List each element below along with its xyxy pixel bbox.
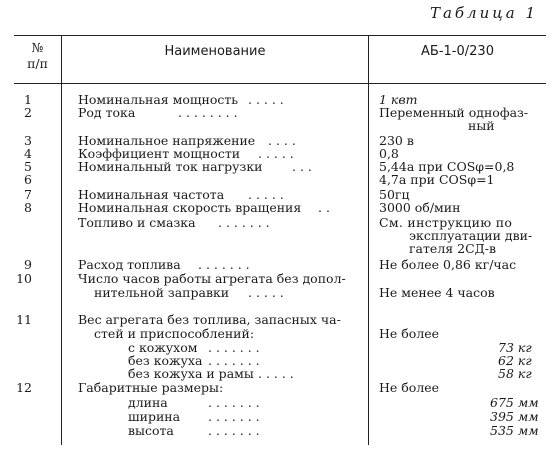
row-num: 4 [24, 146, 32, 161]
header-value: АБ-1-0/230 [421, 44, 494, 59]
row-dots: . . . [292, 159, 312, 174]
row-name: Номинальное напряжение [78, 133, 256, 148]
row-value: 58 кг [498, 366, 532, 381]
row-num: 10 [16, 271, 32, 286]
row-name: Расход топлива [78, 257, 181, 272]
row-dots: . . . . . . . [208, 409, 260, 424]
row-num: 3 [24, 133, 32, 148]
header-num-line2: п/п [27, 56, 48, 71]
row-value: 50гц [379, 187, 410, 202]
row-dots: . . . . . . . [218, 215, 270, 230]
row-value-cont: гателя 2СД-в [409, 241, 497, 256]
row-value: 675 мм [490, 395, 539, 410]
header-num-line1: № [31, 40, 44, 55]
row-value: 395 мм [490, 409, 539, 424]
row-dots: . . . . . [258, 366, 294, 381]
row-num: 11 [16, 312, 32, 327]
row-dots: . . . . . . . . [178, 105, 238, 120]
row-dots: . . . . . [258, 146, 294, 161]
row-subitem: длина [128, 395, 168, 410]
row-subitem: ширина [128, 409, 181, 424]
row-name-cont: нительной заправки [94, 285, 230, 300]
row-num: 1 [24, 92, 32, 107]
row-dots: . . . . . [248, 187, 284, 202]
column-divider-2 [368, 35, 369, 445]
row-value: Не менее 4 часов [379, 285, 495, 300]
row-value: 62 кг [498, 353, 532, 368]
row-value: Не более [379, 380, 440, 395]
row-value: 230 в [379, 133, 414, 148]
row-value: 5,44а при COSφ=0,8 [379, 159, 515, 174]
row-value: Не более 0,86 кг/час [379, 257, 517, 272]
row-value: 0,8 [379, 146, 399, 161]
row-value: См. инструкцию по [379, 215, 513, 230]
row-num: 8 [24, 200, 32, 215]
row-subitem: высота [128, 423, 174, 438]
row-dots: . . [318, 200, 330, 215]
row-dots: . . . . . . . [208, 395, 260, 410]
row-dots: . . . . . . . [198, 257, 250, 272]
row-name: Номинальный ток нагрузки [78, 159, 263, 174]
row-value: 73 кг [498, 340, 532, 355]
row-dots: . . . . . . . [208, 340, 260, 355]
table-caption: Таблица 1 [429, 4, 538, 22]
row-num: 5 [24, 159, 32, 174]
row-value-cont: ный [468, 118, 495, 133]
row-name: Топливо и смазка [78, 215, 196, 230]
row-name: Коэффициент мощности [78, 146, 241, 161]
row-dots: . . . . . . . [208, 423, 260, 438]
row-name: Вес агрегата без топлива, запасных ча- [78, 312, 341, 327]
header-name: Наименование [164, 44, 266, 59]
row-value: Переменный однофаз- [379, 105, 529, 120]
row-dots: . . . . . [248, 92, 284, 107]
row-value: 3000 об/мин [379, 200, 461, 215]
row-name: Число часов работы агрегата без допол- [78, 271, 346, 286]
row-subitem: с кожухом [128, 340, 198, 355]
row-value-cont: эксплуатации дви- [409, 228, 533, 243]
row-num: 2 [24, 105, 32, 120]
row-value: 1 квт [379, 92, 418, 107]
row-subitem: без кожуха [128, 353, 203, 368]
row-name: Номинальная мощность [78, 92, 239, 107]
row-num: 12 [16, 380, 32, 395]
row-dots: . . . . [268, 133, 296, 148]
row-dots: . . . . . . . [208, 353, 260, 368]
table-header-rule [14, 83, 546, 84]
row-num: 6 [24, 172, 32, 187]
row-value: 535 мм [490, 423, 539, 438]
row-value: Не более [379, 326, 440, 341]
row-subitem: без кожуха и рамы [128, 366, 254, 381]
row-num: 9 [24, 257, 32, 272]
row-name: Род тока [78, 105, 136, 120]
row-value: 4,7а при COSφ=1 [379, 172, 495, 187]
row-name-cont: стей и приспособлений: [94, 326, 255, 341]
row-dots: . . . . . [248, 285, 284, 300]
row-name: Номинальная частота [78, 187, 225, 202]
row-num: 7 [24, 187, 32, 202]
table-top-rule [14, 35, 546, 36]
row-name: Габаритные размеры: [78, 380, 224, 395]
row-name: Номинальная скорость вращения [78, 200, 302, 215]
column-divider-1 [61, 35, 62, 445]
